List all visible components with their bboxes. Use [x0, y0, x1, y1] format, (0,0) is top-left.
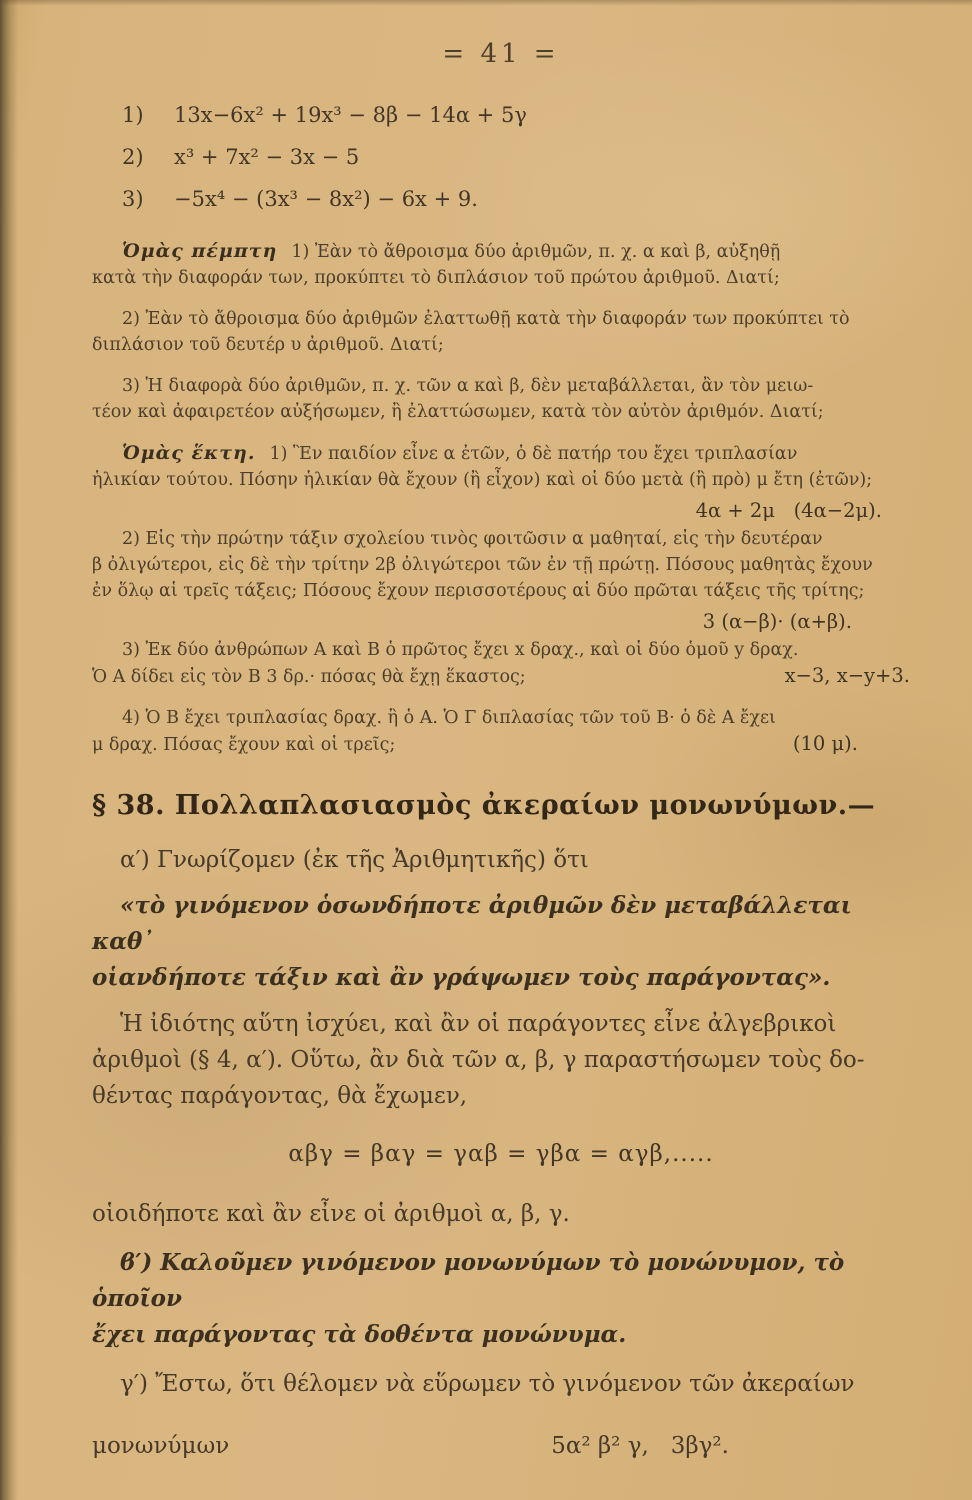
- group6-item1-answer: 4α + 2μ (4α−2μ).: [695, 499, 882, 522]
- body-line3: θέντας παράγοντας, θὰ ἔχωμεν,: [92, 1083, 468, 1109]
- para-c-label: μονωνύμων: [92, 1433, 230, 1459]
- equation-1-label: 1): [122, 103, 144, 127]
- para-c-line1: γ′) Ἔστω, ὅτι θέλομεν νὰ εὕρωμεν τὸ γινόμενον τῶν ἀκεραίων: [120, 1371, 855, 1397]
- page-number: = 41 =: [442, 39, 560, 69]
- equation-3: [122, 178, 910, 220]
- equation-1: [122, 94, 910, 136]
- equation-2-formula: x³ + 7x² − 3x − 5: [174, 145, 360, 169]
- equation-2: [122, 136, 910, 178]
- group6-item2-line2: β ὀλιγώτεροι, εἰς δὲ τὴν τρίτην 2β ὀλιγώτεροι τῶν ἐν τῇ πρώτῃ. Πόσους μαθητὰς ἔχουν: [92, 555, 873, 575]
- group5-item3-line2: τέον καὶ ἀφαιρετέον αὐξήσωμεν, ἢ ἐλαττώσωμεν, κατὰ τὸν αὐτὸν ἀριθμόν. Διατί;: [92, 402, 824, 422]
- group5-item1-line1: [92, 238, 910, 265]
- group5-item2-line1: 2) Ἐὰν τὸ ἄθροισμα δύο ἀριθμῶν ἐλαττωθῇ κατὰ τὴν διαφοράν των προκύπτει τὸ: [122, 309, 850, 329]
- quote-line1: «τὸ γινόμενον ὁσωνδήποτε ἀριθμῶν δὲν μεταβάλλεται καθ᾽: [92, 892, 852, 955]
- body-line1: Ἡ ἰδιότης αὕτη ἰσχύει, καὶ ἂν οἱ παράγοντες εἶνε ἀλγεβρικοὶ: [120, 1011, 837, 1037]
- group5-item1-text1: 1) Ἐὰν τὸ ἄθροισμα δύο ἀριθμῶν, π. χ. α καὶ β, αὐξηθῇ: [291, 242, 781, 262]
- equation-list: [122, 94, 910, 220]
- para-a: α′) Γνωρίζομεν (ἐκ τῆς Ἀριθμητικῆς) ὅτι: [120, 847, 589, 873]
- group6-item3-line2: [92, 663, 910, 690]
- equation-2-label: 2): [122, 145, 144, 169]
- group6-item1-text1: 1) Ἓν παιδίον εἶνε α ἐτῶν, ὁ δὲ πατήρ του ἔχει τριπλασίαν: [269, 444, 798, 464]
- group5-heading: Ὁμὰς πέμπτη: [122, 240, 278, 262]
- exercise-group6: [92, 440, 910, 758]
- group6-item2-answer: 3 (α−β)· (α+β).: [702, 610, 852, 633]
- group6-item4-answer: (10 μ).: [792, 732, 858, 755]
- exercise-group5: [92, 238, 910, 425]
- quote-line2: οἱανδήποτε τάξιν καὶ ἂν γράψωμεν τοὺς παράγοντας».: [92, 964, 831, 991]
- group6-item3-text2: Ὁ Α δίδει εἰς τὸν Β 3 δρ.· πόσας θὰ ἔχῃ ἕκαστος;: [92, 667, 526, 687]
- equation-3-label: 3): [122, 187, 144, 211]
- group6-item4-line1: 4) Ὁ Β ἔχει τριπλασίας δραχ. ἢ ὁ Α. Ὁ Γ διπλασίας τῶν τοῦ Β· ὁ δὲ Α ἔχει: [122, 708, 776, 728]
- group6-item1-line2: ἡλικίαν τούτου. Πόσην ἡλικίαν θὰ ἔχουν (ἢ εἶχον) καὶ οἱ δύο μετὰ (ἢ πρὸ) μ ἔτη (ἐτῶν);: [92, 470, 873, 490]
- monomials-formula: 5α² β² γ, 3βγ².: [551, 1433, 729, 1459]
- equation-3-formula: −5x⁴ − (3x³ − 8x²) − 6x + 9.: [174, 187, 478, 211]
- para-b-line1: ϐ′) Καλοῦμεν γινόμενον μονωνύμων τὸ μονώνυμον, τὸ ὁποῖον: [92, 1249, 845, 1312]
- group6-item3-line1: 3) Ἐκ δύο ἀνθρώπων Α καὶ Β ὁ πρῶτος ἔχει x δραχ., καὶ οἱ δύο ὁμοῦ y δραχ.: [122, 640, 799, 660]
- para-c-line2: [92, 1428, 910, 1464]
- group6-item4-text2: μ δραχ. Πόσας ἔχουν καὶ οἱ τρεῖς;: [92, 735, 396, 755]
- group6-heading: Ὁμὰς ἕκτη.: [122, 442, 256, 464]
- para-b-line2: ἔχει παράγοντας τὰ δοθέντα μονώνυμα.: [92, 1321, 627, 1348]
- equation-1-formula: 13x−6x² + 19x³ − 8β − 14α + 5γ: [174, 103, 527, 127]
- group5-item3-line1: 3) Ἡ διαφορὰ δύο ἀριθμῶν, π. χ. τῶν α καὶ β, δὲν μεταβάλλεται, ἂν τὸν μειω-: [122, 376, 814, 396]
- group6-item3-answer: x−3, x−y+3.: [784, 664, 910, 687]
- group6-item4-line2: [92, 731, 910, 758]
- group5-item1-line2: κατὰ τὴν διαφοράν των, προκύπτει τὸ διπλάσιον τοῦ πρώτου ἀριθμοῦ. Διατί;: [92, 268, 780, 288]
- group6-item2-line1: 2) Εἰς τὴν πρώτην τάξιν σχολείου τινὸς φοιτῶσιν α μαθηταί, εἰς τὴν δευτέραν: [122, 529, 823, 549]
- section-38: [92, 788, 910, 1464]
- body-line4: οἱοιδήποτε καὶ ἂν εἶνε οἱ ἀριθμοὶ α, β, γ.: [92, 1201, 570, 1227]
- body-line2: ἀριθμοὶ (§ 4, α′). Οὕτω, ἂν διὰ τῶν α, β, γ παραστήσωμεν τοὺς δο-: [92, 1047, 865, 1073]
- section-heading: § 38. Πολλαπλασιασμὸς ἀκεραίων μονωνύμων.—: [92, 790, 876, 821]
- commutative-formula: αβγ = βαγ = γαβ = γβα = αγβ,.....: [288, 1141, 714, 1167]
- group6-item1-line1: [92, 440, 910, 467]
- group6-item2-line3: ἐν ὅλῳ αἱ τρεῖς τάξεις; Πόσους ἔχουν περισσοτέρους αἱ δύο πρῶται τάξεις τῆς τρίτης;: [92, 581, 865, 601]
- group5-item2-line2: διπλάσιον τοῦ δευτέρ υ ἀριθμοῦ. Διατί;: [92, 335, 444, 355]
